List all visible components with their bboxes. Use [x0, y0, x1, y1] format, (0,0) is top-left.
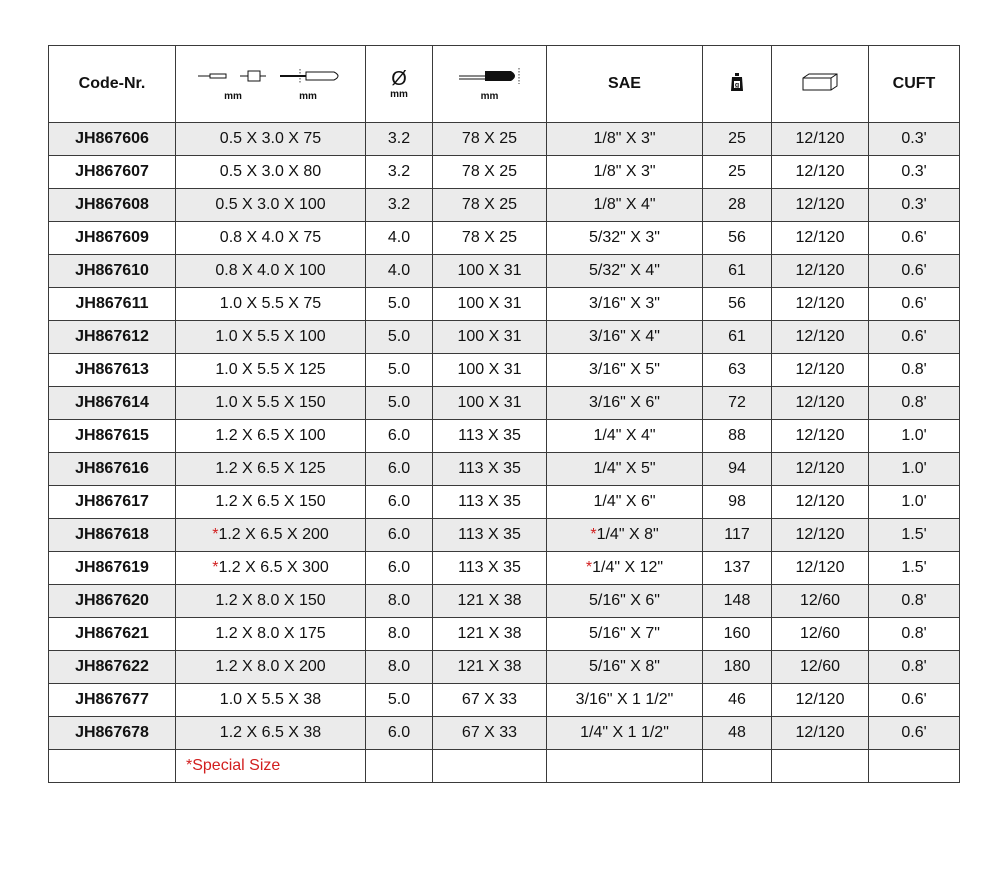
packing-cell: 12/120: [772, 684, 869, 717]
cuft-cell: 0.8': [869, 354, 960, 387]
handle-size-cell: 113 X 35: [433, 420, 547, 453]
header-packing: [772, 46, 869, 123]
special-size-marker: *: [585, 559, 593, 576]
blade-unit-b: mm: [299, 91, 317, 102]
box-icon: [801, 72, 839, 92]
code-cell: JH867617: [49, 486, 176, 519]
handle-size-cell: 100 X 31: [433, 288, 547, 321]
blade-size-cell-value: 1.0 X 5.5 X 100: [215, 328, 326, 345]
handle-size-cell: 113 X 35: [433, 519, 547, 552]
blade-size-cell-value: 1.0 X 5.5 X 150: [215, 394, 326, 411]
blade-size-cell-value: 1.2 X 6.5 X 125: [215, 460, 326, 477]
diameter-cell: 6.0: [366, 552, 433, 585]
code-cell: JH867612: [49, 321, 176, 354]
diameter-cell: 5.0: [366, 288, 433, 321]
blade-size-cell-value: 1.0 X 5.5 X 75: [219, 295, 322, 312]
sae-cell: [547, 684, 703, 717]
packing-cell: 12/60: [772, 651, 869, 684]
cuft-cell: 1.0': [869, 453, 960, 486]
packing-cell: 12/120: [772, 321, 869, 354]
sae-cell-value: 3/16" X 5": [589, 361, 660, 378]
table-row: [49, 123, 960, 156]
code-cell: JH867607: [49, 156, 176, 189]
code-cell: JH867622: [49, 651, 176, 684]
sae-cell-value: 5/16" X 8": [589, 658, 660, 675]
packing-cell: 12/120: [772, 123, 869, 156]
sae-cell-value: 1/4" X 1 1/2": [580, 724, 669, 741]
sae-cell: [547, 420, 703, 453]
packing-cell: 12/120: [772, 222, 869, 255]
cuft-cell: 0.8': [869, 651, 960, 684]
blade-size-cell-value: 1.2 X 6.5 X 200: [218, 526, 329, 543]
packing-cell: 12/120: [772, 189, 869, 222]
sae-cell: [547, 486, 703, 519]
sae-cell-value: 3/16" X 4": [589, 328, 660, 345]
table-row: [49, 288, 960, 321]
blade-size-cell-value: 1.0 X 5.5 X 125: [215, 361, 326, 378]
header-diameter: [366, 46, 433, 123]
handle-size-cell: 78 X 25: [433, 156, 547, 189]
diameter-cell: 6.0: [366, 519, 433, 552]
blade-size-cell: [176, 354, 366, 387]
code-cell: JH867616: [49, 453, 176, 486]
table-row: [49, 486, 960, 519]
blade-size-cell-value: 1.2 X 8.0 X 200: [215, 658, 326, 675]
code-cell: JH867677: [49, 684, 176, 717]
diameter-cell: 3.2: [366, 156, 433, 189]
sae-cell: [547, 288, 703, 321]
sae-cell: [547, 585, 703, 618]
header-handle-size: [433, 46, 547, 123]
blade-size-cell-value: 1.2 X 8.0 X 150: [215, 592, 326, 609]
blade-size-cell-value: 1.2 X 6.5 X 300: [218, 559, 329, 576]
weight-cell: 94: [703, 453, 772, 486]
header-row: [49, 46, 960, 123]
weight-cell: 63: [703, 354, 772, 387]
weight-cell: 98: [703, 486, 772, 519]
blade-size-cell-value: 0.5 X 3.0 X 75: [219, 130, 322, 147]
footnote-row: [49, 750, 960, 783]
cuft-cell: 0.8': [869, 585, 960, 618]
special-size-marker: *: [590, 526, 597, 543]
table-row: [49, 189, 960, 222]
special-size-marker: *: [212, 526, 219, 543]
sae-cell-value: 1/8" X 3": [593, 163, 656, 180]
code-cell: JH867615: [49, 420, 176, 453]
packing-cell: 12/120: [772, 156, 869, 189]
cuft-cell: 0.3': [869, 156, 960, 189]
packing-cell: 12/120: [772, 420, 869, 453]
weight-cell: 61: [703, 321, 772, 354]
weight-cell: 117: [703, 519, 772, 552]
blade-size-cell: [176, 189, 366, 222]
code-cell: JH867620: [49, 585, 176, 618]
packing-cell: 12/120: [772, 288, 869, 321]
sae-cell: [547, 618, 703, 651]
diameter-cell: 6.0: [366, 453, 433, 486]
weight-cell: 48: [703, 717, 772, 750]
code-cell: JH867611: [49, 288, 176, 321]
sae-cell-value: 1/8" X 3": [593, 130, 656, 147]
diameter-cell: 5.0: [366, 321, 433, 354]
table-row: [49, 552, 960, 585]
blade-size-cell: [176, 486, 366, 519]
table-row: [49, 618, 960, 651]
sae-cell-value: 5/16" X 7": [589, 625, 660, 642]
packing-cell: 12/120: [772, 387, 869, 420]
blade-size-cell: [176, 222, 366, 255]
diameter-cell: 8.0: [366, 618, 433, 651]
table-row: [49, 684, 960, 717]
cuft-cell: 1.5': [869, 552, 960, 585]
blade-size-cell: [176, 156, 366, 189]
sae-cell: [547, 552, 703, 585]
blade-size-cell: [176, 420, 366, 453]
cuft-cell: 1.0': [869, 486, 960, 519]
handle-size-cell: 67 X 33: [433, 717, 547, 750]
cuft-cell: 1.0': [869, 420, 960, 453]
blade-size-cell: [176, 123, 366, 156]
blade-size-cell: [176, 585, 366, 618]
diameter-cell: 5.0: [366, 354, 433, 387]
blade-size-cell: [176, 255, 366, 288]
sae-cell-value: 1/4" X 6": [593, 493, 656, 510]
diameter-cell: 3.2: [366, 189, 433, 222]
handle-size-cell: 78 X 25: [433, 222, 547, 255]
sae-cell: [547, 519, 703, 552]
sae-cell-value: 5/32" X 3": [589, 229, 660, 246]
code-cell: JH867613: [49, 354, 176, 387]
diameter-cell: 6.0: [366, 717, 433, 750]
blade-size-cell-value: 1.2 X 6.5 X 38: [219, 724, 322, 741]
blade-size-cell: [176, 684, 366, 717]
sae-cell-value: 3/16" X 3": [589, 295, 660, 312]
handle-size-cell: 113 X 35: [433, 486, 547, 519]
blade-size-cell: [176, 651, 366, 684]
header-code: Code-Nr.: [49, 46, 176, 123]
handle-size-cell: 100 X 31: [433, 354, 547, 387]
sae-cell: [547, 123, 703, 156]
screwdriver-handle-icon: [457, 66, 523, 86]
handle-size-cell: 113 X 35: [433, 453, 547, 486]
packing-cell: 12/120: [772, 255, 869, 288]
handle-size-cell: 100 X 31: [433, 255, 547, 288]
packing-cell: 12/60: [772, 585, 869, 618]
table-row: [49, 420, 960, 453]
sae-cell-value: 1/4" X 5": [593, 460, 656, 477]
table-row: [49, 585, 960, 618]
sae-cell-value: 1/8" X 4": [593, 196, 656, 213]
handle-size-cell: 121 X 38: [433, 651, 547, 684]
handle-size-cell: 100 X 31: [433, 321, 547, 354]
blade-size-cell: [176, 321, 366, 354]
table-row: [49, 387, 960, 420]
code-cell: JH867609: [49, 222, 176, 255]
blade-size-cell-value: 1.0 X 5.5 X 38: [219, 691, 322, 708]
diameter-cell: 4.0: [366, 222, 433, 255]
blade-size-cell-value: 1.2 X 6.5 X 150: [215, 493, 326, 510]
sae-cell-value: 3/16" X 1 1/2": [575, 691, 674, 708]
table-row: [49, 651, 960, 684]
diameter-cell: 5.0: [366, 684, 433, 717]
cuft-cell: 0.8': [869, 387, 960, 420]
diameter-cell: 5.0: [366, 387, 433, 420]
packing-cell: 12/120: [772, 486, 869, 519]
sae-cell-value: 1/4" X 8": [596, 526, 659, 543]
weight-cell: 46: [703, 684, 772, 717]
diameter-cell: 6.0: [366, 486, 433, 519]
code-cell: JH867618: [49, 519, 176, 552]
packing-cell: 12/60: [772, 618, 869, 651]
code-cell: JH867621: [49, 618, 176, 651]
sae-cell: [547, 255, 703, 288]
diameter-cell: 8.0: [366, 651, 433, 684]
blade-size-cell: [176, 453, 366, 486]
packing-cell: 12/120: [772, 453, 869, 486]
handle-size-cell: 67 X 33: [433, 684, 547, 717]
header-weight: [703, 46, 772, 123]
cuft-cell: 0.8': [869, 618, 960, 651]
svg-text:g: g: [734, 81, 740, 89]
table-row: [49, 519, 960, 552]
code-cell: JH867619: [49, 552, 176, 585]
diameter-symbol: Ø: [391, 67, 407, 90]
weight-icon: [730, 72, 744, 92]
cuft-cell: 0.6': [869, 222, 960, 255]
cuft-cell: 0.3': [869, 123, 960, 156]
diameter-cell: 4.0: [366, 255, 433, 288]
sae-cell-value: 1/4" X 12": [592, 559, 664, 576]
special-size-marker: *: [212, 559, 219, 576]
sae-cell: [547, 717, 703, 750]
cuft-cell: 0.6': [869, 288, 960, 321]
code-cell: JH867678: [49, 717, 176, 750]
sae-cell-value: 1/4" X 4": [593, 427, 656, 444]
weight-cell: 88: [703, 420, 772, 453]
blade-size-cell: [176, 387, 366, 420]
handle-size-cell: 78 X 25: [433, 189, 547, 222]
table-row: [49, 222, 960, 255]
code-cell: JH867608: [49, 189, 176, 222]
sae-cell-value: 5/16" X 6": [589, 592, 660, 609]
weight-cell: 180: [703, 651, 772, 684]
blade-size-cell-value: 0.5 X 3.0 X 100: [215, 196, 326, 213]
screwdriver-blade-icon: [196, 66, 346, 86]
weight-cell: 28: [703, 189, 772, 222]
blade-size-cell: [176, 717, 366, 750]
table-row: [49, 321, 960, 354]
diameter-cell: 8.0: [366, 585, 433, 618]
weight-cell: 61: [703, 255, 772, 288]
handle-size-cell: 100 X 31: [433, 387, 547, 420]
diameter-cell: 3.2: [366, 123, 433, 156]
blade-size-cell-value: 1.2 X 8.0 X 175: [215, 625, 326, 642]
sae-cell: [547, 189, 703, 222]
packing-cell: 12/120: [772, 519, 869, 552]
packing-cell: 12/120: [772, 717, 869, 750]
table-row: [49, 717, 960, 750]
sae-cell: [547, 321, 703, 354]
table-row: [49, 453, 960, 486]
handle-unit: mm: [480, 91, 499, 102]
blade-size-cell-value: 0.8 X 4.0 X 100: [215, 262, 326, 279]
blade-size-cell-value: 0.8 X 4.0 X 75: [219, 229, 322, 246]
weight-cell: 25: [703, 156, 772, 189]
weight-cell: 72: [703, 387, 772, 420]
sae-cell: [547, 354, 703, 387]
sae-cell-value: 5/32" X 4": [589, 262, 660, 279]
blade-size-cell: [176, 618, 366, 651]
packing-cell: 12/120: [772, 354, 869, 387]
handle-size-cell: 78 X 25: [433, 123, 547, 156]
blade-size-cell: [176, 288, 366, 321]
diameter-unit: mm: [390, 88, 408, 100]
blade-unit-a: mm: [224, 91, 242, 102]
cuft-cell: 0.6': [869, 684, 960, 717]
handle-size-cell: 121 X 38: [433, 618, 547, 651]
blade-size-cell: [176, 519, 366, 552]
cuft-cell: 0.3': [869, 189, 960, 222]
sae-cell-value: 3/16" X 6": [589, 394, 660, 411]
weight-cell: 56: [703, 288, 772, 321]
sae-cell: [547, 453, 703, 486]
weight-cell: 56: [703, 222, 772, 255]
diameter-cell: 6.0: [366, 420, 433, 453]
cuft-cell: 0.6': [869, 717, 960, 750]
blade-size-cell-value: 1.2 X 6.5 X 100: [215, 427, 326, 444]
header-cuft: CUFT: [869, 46, 960, 123]
sae-cell: [547, 651, 703, 684]
handle-size-cell: 121 X 38: [433, 585, 547, 618]
product-spec-table: [48, 45, 960, 783]
cuft-cell: 0.6': [869, 255, 960, 288]
handle-size-cell: 113 X 35: [433, 552, 547, 585]
cuft-cell: 1.5': [869, 519, 960, 552]
table-row: [49, 255, 960, 288]
sae-cell: [547, 387, 703, 420]
footnote-special-size: *Special Size: [176, 750, 366, 783]
table-row: [49, 354, 960, 387]
cuft-cell: 0.6': [869, 321, 960, 354]
packing-cell: 12/120: [772, 552, 869, 585]
weight-cell: 137: [703, 552, 772, 585]
blade-size-cell-value: 0.5 X 3.0 X 80: [219, 163, 322, 180]
sae-cell: [547, 222, 703, 255]
table-row: [49, 156, 960, 189]
weight-cell: 25: [703, 123, 772, 156]
sae-cell: [547, 156, 703, 189]
code-cell: JH867606: [49, 123, 176, 156]
blade-size-cell: [176, 552, 366, 585]
code-cell: JH867610: [49, 255, 176, 288]
weight-cell: 148: [703, 585, 772, 618]
header-sae: SAE: [547, 46, 703, 123]
weight-cell: 160: [703, 618, 772, 651]
header-blade-size: [176, 46, 366, 123]
code-cell: JH867614: [49, 387, 176, 420]
